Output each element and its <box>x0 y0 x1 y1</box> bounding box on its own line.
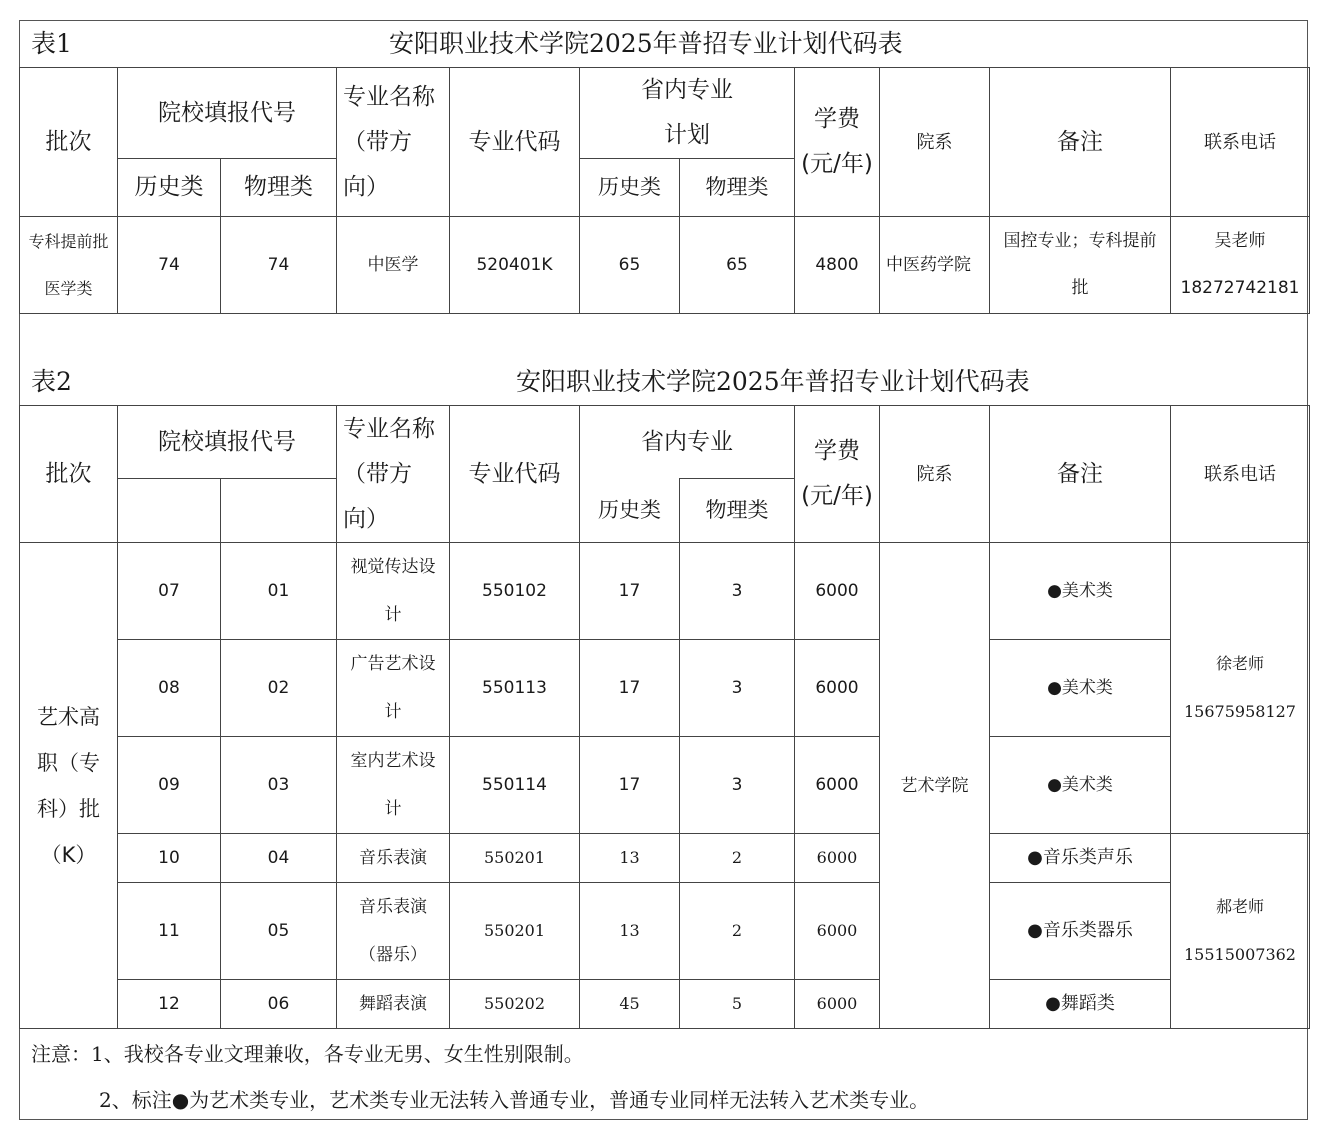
table1-title: 安阳职业技术学院2025年普招专业计划代码表 <box>389 29 903 58</box>
t2-major: 视觉传达设计 <box>337 543 450 640</box>
t2-header-remarks: 备注 <box>990 406 1171 543</box>
t1-code-history: 74 <box>118 217 221 314</box>
t2-code-physics: 02 <box>221 640 337 737</box>
t2-header-tuition: 学费(元/年) <box>795 406 880 543</box>
t1-major: 中医学 <box>337 217 450 314</box>
t2-header-code-physics-empty <box>221 479 337 543</box>
t1-plan-history: 65 <box>580 217 680 314</box>
t2-contact-1-name: 徐老师 <box>1215 654 1264 673</box>
t2-department: 艺术学院 <box>880 543 990 1029</box>
t2-major: 舞蹈表演 <box>337 980 450 1029</box>
t2-major-code: 550102 <box>450 543 580 640</box>
t2-remarks: ●音乐类器乐 <box>990 883 1171 980</box>
t1-major-code: 520401K <box>450 217 580 314</box>
t2-plan-physics: 3 <box>680 543 795 640</box>
table1-label: 表1 <box>31 29 72 58</box>
t2-plan-physics: 5 <box>680 980 795 1029</box>
t2-remarks: ●舞蹈类 <box>990 980 1171 1029</box>
t2-code-history: 08 <box>118 640 221 737</box>
t2-plan-history: 17 <box>580 640 680 737</box>
t2-remarks: ●美术类 <box>990 543 1171 640</box>
t2-plan-history: 13 <box>580 883 680 980</box>
table2 <box>19 405 1310 1029</box>
t2-code-history: 09 <box>118 737 221 834</box>
table-row <box>20 883 1310 980</box>
t2-tuition: 6000 <box>795 737 880 834</box>
t1-code-physics: 74 <box>221 217 337 314</box>
table-row <box>20 737 1310 834</box>
table2-title: 安阳职业技术学院2025年普招专业计划代码表 <box>516 367 1030 396</box>
t2-code-physics: 06 <box>221 980 337 1029</box>
t1-tuition: 4800 <box>795 217 880 314</box>
t2-plan-physics: 3 <box>680 640 795 737</box>
t2-tuition: 6000 <box>795 883 880 980</box>
t2-plan-history: 13 <box>580 834 680 883</box>
t2-major: 音乐表演 <box>337 834 450 883</box>
t2-major-code: 550202 <box>450 980 580 1029</box>
t2-plan-history: 17 <box>580 737 680 834</box>
t1-batch: 专科提前批医学类 <box>20 217 118 314</box>
t2-header-plan-physics: 物理类 <box>680 479 795 543</box>
t2-code-physics: 03 <box>221 737 337 834</box>
t1-header-fill-code: 院校填报代号 <box>118 68 337 159</box>
t2-header-phone: 联系电话 <box>1171 406 1310 543</box>
t2-remarks: ●美术类 <box>990 640 1171 737</box>
t2-major-code: 550114 <box>450 737 580 834</box>
t1-plan-physics: 65 <box>680 217 795 314</box>
t1-contact-phone: 18272742181 <box>1180 278 1300 298</box>
t1-remarks: 国控专业；专科提前批 <box>990 217 1171 314</box>
t1-contact <box>1171 217 1310 314</box>
t2-code-history: 12 <box>118 980 221 1029</box>
t2-tuition: 6000 <box>795 640 880 737</box>
t1-header-department: 院系 <box>880 68 990 217</box>
t1-header-code-history: 历史类 <box>118 159 221 217</box>
table1-caption <box>19 20 1308 67</box>
t2-contact-2-phone: 15515007362 <box>1184 945 1296 964</box>
table-row <box>20 543 1310 640</box>
t1-header-code-physics: 物理类 <box>221 159 337 217</box>
t1-header-phone: 联系电话 <box>1171 68 1310 217</box>
table-row <box>20 834 1310 883</box>
note-line-2: 2、标注●为艺术类专业，艺术类专业无法转入普通专业，普通专业同样无法转入艺术类专业。 <box>99 1088 930 1112</box>
t2-header-province-plan: 省内专业 <box>580 406 795 479</box>
t1-header-plan-physics: 物理类 <box>680 159 795 217</box>
t2-code-physics: 01 <box>221 543 337 640</box>
t2-major-code: 550201 <box>450 834 580 883</box>
t2-major-code: 550113 <box>450 640 580 737</box>
t2-code-history: 11 <box>118 883 221 980</box>
t2-tuition: 6000 <box>795 834 880 883</box>
t2-plan-physics: 3 <box>680 737 795 834</box>
t1-header-plan-history: 历史类 <box>580 159 680 217</box>
t2-plan-history: 45 <box>580 980 680 1029</box>
t2-code-history: 10 <box>118 834 221 883</box>
t2-contact-2-name: 郝老师 <box>1215 897 1264 916</box>
t1-header-remarks: 备注 <box>990 68 1171 217</box>
t1-header-batch: 批次 <box>20 68 118 217</box>
t2-header-plan-history: 历史类 <box>580 479 680 543</box>
note-line-1: 注意：1、我校各专业文理兼收，各专业无男、女生性别限制。 <box>31 1042 584 1066</box>
table2-label: 表2 <box>31 367 72 396</box>
t2-remarks: ●美术类 <box>990 737 1171 834</box>
t2-header-fill-code: 院校填报代号 <box>118 406 337 479</box>
t2-major: 室内艺术设计 <box>337 737 450 834</box>
t1-header-major-code: 专业代码 <box>450 68 580 217</box>
t2-header-major-code: 专业代码 <box>450 406 580 543</box>
t2-code-physics: 05 <box>221 883 337 980</box>
t2-code-history: 07 <box>118 543 221 640</box>
t2-header-department: 院系 <box>880 406 990 543</box>
t2-major-code: 550201 <box>450 883 580 980</box>
t1-contact-name: 吴老师 <box>1214 231 1266 251</box>
t2-plan-physics: 2 <box>680 834 795 883</box>
t2-tuition: 6000 <box>795 543 880 640</box>
t2-contact-1 <box>1171 543 1310 834</box>
table-row <box>20 640 1310 737</box>
t1-department: 中医药学院 <box>880 217 990 314</box>
t2-major: 广告艺术设计 <box>337 640 450 737</box>
t2-header-batch: 批次 <box>20 406 118 543</box>
table2-caption <box>19 358 1308 405</box>
table1 <box>19 67 1310 314</box>
t2-plan-physics: 2 <box>680 883 795 980</box>
t2-tuition: 6000 <box>795 980 880 1029</box>
t2-plan-history: 17 <box>580 543 680 640</box>
t2-remarks: ●音乐类声乐 <box>990 834 1171 883</box>
t2-batch: 艺术高职（专科）批（K） <box>20 543 118 1029</box>
t1-header-major-name: 专业名称（带方向） <box>337 68 450 217</box>
table-row <box>20 980 1310 1029</box>
t2-header-code-history-empty <box>118 479 221 543</box>
t2-major: 音乐表演（器乐） <box>337 883 450 980</box>
t2-contact-1-phone: 15675958127 <box>1184 702 1296 721</box>
t2-header-major-name: 专业名称（带方向） <box>337 406 450 543</box>
t1-header-province-plan: 省内专业计划 <box>580 68 795 159</box>
t2-code-physics: 04 <box>221 834 337 883</box>
t2-contact-2 <box>1171 834 1310 1029</box>
t1-header-tuition: 学费(元/年) <box>795 68 880 217</box>
